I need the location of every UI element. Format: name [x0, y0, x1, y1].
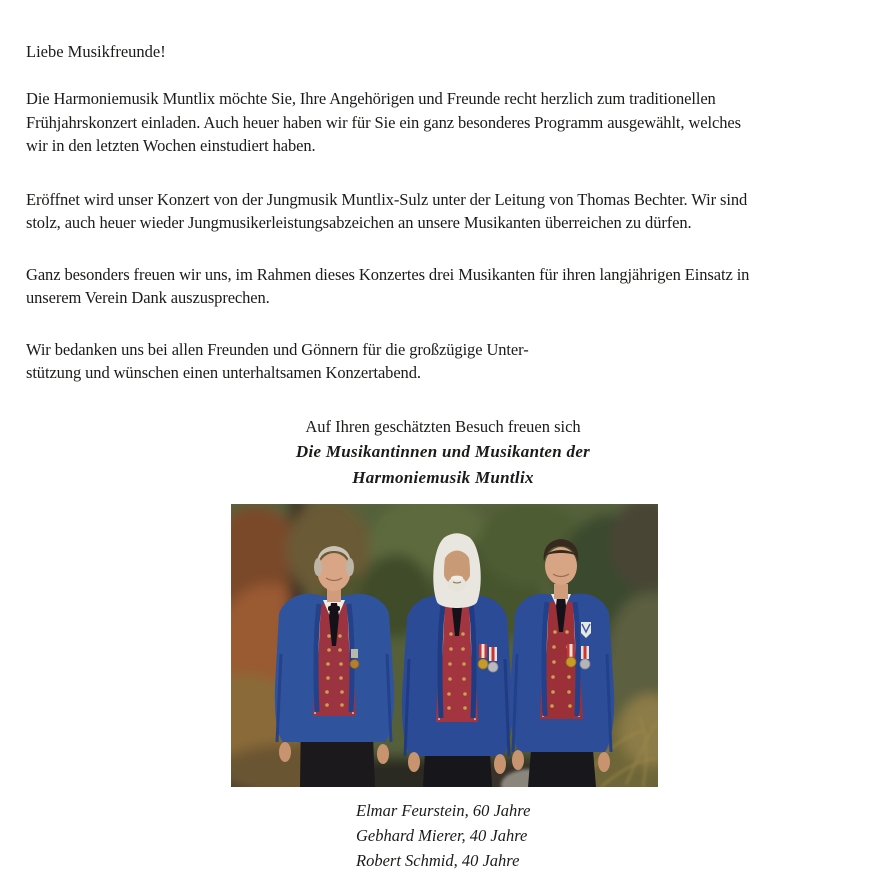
musicians-photo-graphic [231, 504, 658, 787]
closing-block [26, 414, 860, 491]
paragraph-line: Ganz besonders freuen wir uns, im Rahmen dieses Konzertes drei Musikanten für ihren langjährigen Einsatz in [26, 264, 750, 284]
caption-line: Elmar Feurstein, 60 Jahre [356, 801, 531, 820]
paragraph-dank [26, 338, 860, 385]
paragraph-jungmusik [26, 188, 860, 235]
paragraph-line: Die Harmoniemusik Muntlix möchte Sie, Ihre Angehörigen und Freunde recht herzlich zum traditionellen [26, 89, 716, 108]
paragraph-line: stolz, auch heuer wieder Jungmusikerleistungsabzeichen an unsere Musikanten überreichen zu dürfen. [26, 213, 692, 232]
paragraph-line: Eröffnet wird unser Konzert von der Jungmusik Muntlix-Sulz unter der Leitung von Thomas Bechter. Wir sind [26, 189, 748, 209]
signature-line-1: Die Musikantinnen und Musikanten der [295, 442, 591, 461]
paragraph-line: stützung und wünschen einen unterhaltsamen Konzertabend. [26, 363, 421, 382]
paragraph-ehrungen [26, 263, 860, 310]
signature-line-2: Harmoniemusik Muntlix [352, 467, 534, 487]
salutation: Liebe Musikfreunde! [26, 41, 166, 61]
paragraph-invitation [26, 87, 860, 158]
paragraph-line: Wir bedanken uns bei allen Freunden und Gönnern für die großzügige Unter- [26, 339, 529, 359]
paragraph-line: unserem Verein Dank auszusprechen. [26, 288, 270, 307]
paragraph-line: Frühjahrskonzert einladen. Auch heuer haben wir für Sie ein ganz besonderes Programm ausgewählt, welches [26, 112, 741, 132]
musicians-photo [26, 504, 860, 787]
photo-captions [356, 798, 860, 873]
caption-line: Robert Schmid, 40 Jahre [356, 851, 520, 870]
closing-lead: Auf Ihren geschätzten Besuch freuen sich [305, 416, 581, 436]
paragraph-line: wir in den letzten Wochen einstudiert haben. [26, 136, 316, 155]
caption-line: Gebhard Mierer, 40 Jahre [356, 826, 528, 845]
